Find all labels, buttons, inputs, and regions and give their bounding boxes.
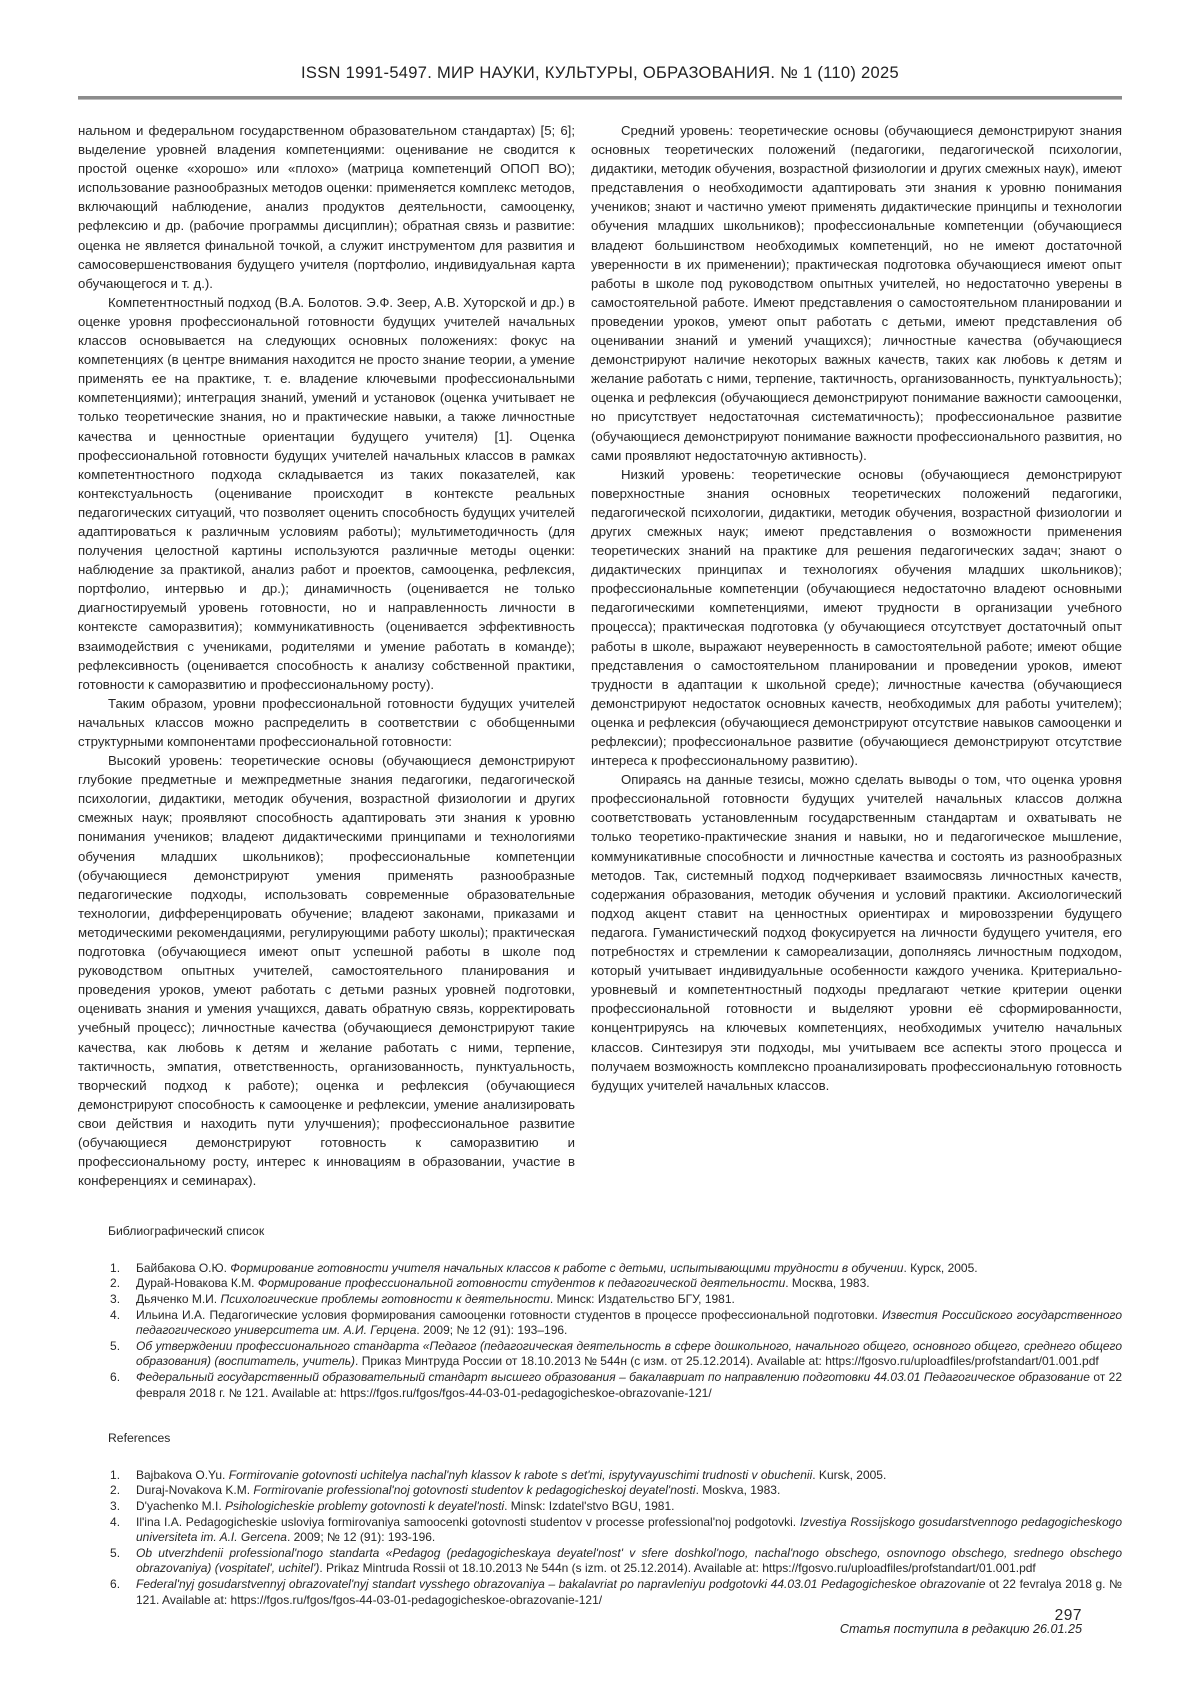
left-column — [78, 121, 575, 1190]
bibliography-item: Федеральный государственный образовательный стандарт высшего образования – бакалавриат по направлению подготовки 44.03.01 Педагогическое образование от 22 февраля 2018 г. № 121. Available at: https://fgos.ru/fgos/fgos-44-03-01-pedagogicheskoe-obrazovanie-121/ — [136, 1370, 1122, 1400]
bibliography-list — [78, 1261, 1122, 1401]
body-paragraph: Таким образом, уровни профессиональной готовности будущих учителей начальных классов можно распределить в соответствии с обобщенными структурными компонентами профессиональной готовности: — [78, 695, 575, 749]
submission-note: Статья поступила в редакцию 26.01.25 — [839, 1622, 1082, 1637]
bibliography-item: Дурай-Новакова К.М. Формирование профессиональной готовности студентов к педагогической деятельности. Москва, 1983. — [136, 1276, 870, 1291]
bibliography-item: Дьяченко М.И. Психологические проблемы готовности к деятельности. Минск: Издательство БГУ, 1981. — [136, 1292, 735, 1307]
body-paragraph: Средний уровень: теоретические основы (обучающиеся демонстрируют знания основных теоретических положений (педагогики, педагогической психологии, дидактики, методик обучения, возрастной физиологии и других смежных наук), имеют представления о необходимости адаптировать эти знания к уровню понимания учеников; знают и частично умеют применять дидактические принципы и технологии обучения младших школьников); профессиональные компетенции (обучающиеся владеют большинством необходимых компетенций, но не имеют достаточной уверенности в их применении); практическая подготовка обучающиеся имеют опыт работы в школе под руководством опытных учителей, но недостаточно уверены в самостоятельной работе. Имеют представления о самостоятельном планировании и проведении уроков, умеют опыт работать с детьми, имеют представления об оценивании знаний и умений учащихся); личностные качества (обучающиеся демонстрируют наличие некоторых важных качеств, таких как любовь к детям и желание работать с ними, терпение, тактичность, организованность, пунктуальность); оценка и рефлексия (обучающиеся демонстрируют понимание важности самооценки, но присутствует недостаточная систематичность); профессиональное развитие (обучающиеся демонстрируют понимание важности профессионального развития, но сами проявляют недостаточную активность). — [591, 123, 1122, 463]
header-rule — [78, 96, 1122, 100]
bibliography-section — [78, 1224, 1122, 1401]
references-list — [78, 1468, 1122, 1608]
body-paragraph: Высокий уровень: теоретические основы (обучающиеся демонстрируют глубокие предметные и межпредметные знания педагогики, педагогической психологии, дидактики, методик обучения, возрастной физиологии и других смежных наук; проявляют способность адаптировать эти знания к уровню понимания учеников; владеют дидактическими принципами и технологиями обучения младших школьников); профессиональные компетенции (обучающиеся демонстрируют умения применять разнообразные педагогические подходы, использовать современные образовательные технологии, дифференцировать обучение; владеют законами, приказами и методическими рекомендациями, регулирующими работу школы); практическая подготовка (обучающиеся имеют опыт успешной работы в школе под руководством опытных учителей, самостоятельного планирования и проведения уроков, умеют работать с детьми разных уровней подготовки, оценивать знания и умения учащихся, давать обратную связь, корректировать учебный процесс); личностные качества (обучающиеся демонстрируют такие качества, как любовь к детям и желание работать с ними, терпение, тактичность, эмпатия, ответственность, организованность, пунктуальность, творческий подход к работе); оценка и рефлексия (обучающиеся демонстрируют способность к самооценке и рефлексии, умение анализировать свои действия и находить пути улучшения); профессиональное развитие (обучающиеся демонстрируют готовность к саморазвитию и профессиональному росту, интерес к инновациям в образовании, участие в конференциях и семинарах). — [78, 753, 575, 1189]
body-paragraph: Опираясь на данные тезисы, можно сделать выводы о том, что оценка уровня профессиональной готовности будущих учителей начальных классов должна соответствовать установленным государственным стандартам и охватывать не только теоретико-практические знания и навыки, но и педагогическое мышление, коммуникативные способности и личностные качества и состоять из разнообразных методов. Так, системный подход подчеркивает взаимосвязь личностных качеств, содержания образования, методик обучения и условий практики. Аксиологический подход акцент ставит на ценностных ориентирах и мировоззрении будущего педагога. Гуманистический подход фокусируется на личности будущего учителя, его потребностях и стремлении к самореализации, дополняясь личностным подходом, который учитывает индивидуальные особенности каждого ученика. Критериально-уровневый и компетентностный подходы предлагают четкие критерии оценки профессиональной готовности и выделяют уровни её сформированности, концентрируясь на ключевых компетенциях, необходимых учителю начальных классов. Синтезируя эти подходы, мы учитываем все аспекты этого процесса и получаем возможность комплексно проанализировать профессиональную готовность будущих учителей начальных классов. — [591, 772, 1122, 1093]
journal-title-line: ISSN 1991-5497. МИР НАУКИ, КУЛЬТУРЫ, ОБРАЗОВАНИЯ. № 1 (110) 2025 — [301, 64, 899, 82]
bibliography-item: Байбакова О.Ю. Формирование готовности учителя начальных классов к работе с детьми, испытывающими трудности в обучении. Курск, 2005. — [136, 1260, 978, 1275]
body-paragraph: Низкий уровень: теоретические основы (обучающиеся демонстрируют поверхностные знания основных теоретических положений педагогики, педагогической психологии, дидактики, методик обучения, возрастной физиологии и других смежных наук; имеют представления о возможности применения теоретических знаний на практике для решения педагогических задач; знают о дидактических принципах и технологиях обучения младших школьников); профессиональные компетенции (обучающиеся недостаточно владеют основными педагогическими компетенциями, имеют трудности в организации учебного процесса); практическая подготовка (у обучающиеся отсутствует достаточный опыт работы в школе, выражают неуверенность в самостоятельной работе; имеют общие представления о самостоятельном планировании и проведении уроков, имеют трудности в адаптации к школьной среде); личностные качества (обучающиеся демонстрируют недостаток основных качеств, необходимых для работы учителем); оценка и рефлексия (обучающиеся демонстрируют отсутствие навыков самооценки и рефлексии); профессиональное развитие (обучающиеся демонстрируют отсутствие интереса к профессиональному развитию). — [591, 466, 1122, 769]
reference-item: Duraj-Novakova K.M. Formirovanie professional'noj gotovnosti studentov k pedagogicheskoj deyatel'nosti. Moskva, 1983. — [136, 1483, 781, 1498]
references-title: References — [108, 1431, 171, 1446]
reference-item: Ob utverzhdenii professional'nogo standarta «Pedagog (pedagogicheskaya deyatel'nost' v sfere doshkol'nogo, nachal'nogo obschego, osnovnogo obschego, srednego obschego obrazovaniya) (vospitatel', uchitel'). Prikaz Mintruda Rossii ot 18.10.2013 № 544n (s izm. ot 25.12.2014). Available at: https://fgosvo.ru/uploadfiles/profstandart/01.001.pdf — [136, 1545, 1122, 1576]
article-body — [78, 121, 1122, 1190]
body-paragraph: нальном и федеральном государственном образовательном стандартах) [5; 6]; выделение уровней владения компетенциями: оценивание не сводится к простой оценке «хорошо» или «плохо» (матрица компетенций ОПОП ВО); использование разнообразных методов оценки: применяется комплекс методов, включающий наблюдение, анализ продуктов деятельности, самооценку, рефлексию и др. (рабочие программы дисциплин); обратная связь и развитие: оценка не является финальной точкой, а служит инструментом для развития и самосовершенствования будущего учителя (портфолио, индивидуальная карта обучающегося и т. д.). — [78, 123, 575, 291]
reference-item: Bajbakova O.Yu. Formirovanie gotovnosti uchitelya nachal'nyh klassov k rabote s det'mi, ispytyvayuschimi trudnosti v obuchenii. Kursk, 2005. — [136, 1467, 887, 1482]
references-section — [78, 1431, 1122, 1608]
running-head — [78, 0, 1122, 100]
page-number: 297 — [1054, 1607, 1082, 1624]
body-paragraph: Компетентностный подход (В.А. Болотов. Э.Ф. Зеер, А.В. Хуторской и др.) в оценке уровня профессиональной готовности будущих учителей начальных классов основывается на следующих основных положениях: фокус на компетенциях (в центре внимания находится не просто знание теории, а умение применять ее на практике, т. е. владение ключевыми профессиональными компетенциями); интеграция знаний, умений и установок (оценка учитывает не только теоретические знания, но и практические навыки, а также личностные качества и ценностные ориентации будущего учителя) [1]. Оценка профессиональной готовности будущих учителей начальных классов в рамках компетентностного подхода складывается из таких показателей, как контекстуальность (оценивание происходит в контексте реальных педагогических ситуаций, что позволяет оценить способность будущих учителей адаптироваться к различным условиям работы); мультиметодичность (для получения целостной картины используются различные методы оценки: наблюдение за практикой, анализ работ и проектов, самооценка, рефлексия, портфолио, интервью и др.); динамичность (оценивается не только диагностируемый уровень готовности, но и направленность личности в контексте саморазвития); коммуникативность (оценивается эффективность взаимодействия с учениками, родителями и умение работать в команде); рефлексивность (оценивается способность к анализу собственной практики, готовности к саморазвитию и профессиональному росту). — [78, 294, 575, 692]
reference-item: Il'ina I.A. Pedagogicheskie usloviya formirovaniya samoocenki gotovnosti studentov v processe professional'noj podgotovki. Izvestiya Rossijskogo gosudarstvennogo pedagogicheskogo universiteta im. A.I. Gercena. 2009; № 12 (91): 193-196. — [136, 1514, 1122, 1545]
bibliography-item: Об утверждении профессионального стандарта «Педагог (педагогическая деятельность в сфере дошкольного, начального общего, основного общего, среднего общего образования) (воспитатель, учитель). Приказ Минтруда России от 18.10.2013 № 544н (с изм. от 25.12.2014). Available at: https://fgosvo.ru/uploadfiles/profstandart/01.001.pdf — [136, 1338, 1122, 1369]
right-column — [591, 121, 1122, 1190]
bibliography-title: Библиографический список — [108, 1224, 265, 1239]
bibliography-item: Ильина И.А. Педагогические условия формирования самооценки готовности студентов в процессе профессиональной подготовки. Известия Российского государственного педагогического университета им. А.И. Герцена. 2009; № 12 (91): 193–196. — [136, 1307, 1122, 1338]
reference-item: Federal'nyj gosudarstvennyj obrazovatel'nyj standart vysshego obrazovaniya – bakalavriat po napravleniyu podgotovki 44.03.01 Pedagogicheskoe obrazovanie ot 22 fevralya 2018 g. № 121. Available at: https://fgos.ru/fgos/fgos-44-03-01-pedagogicheskoe-obrazovanie-121/ — [136, 1576, 1123, 1607]
reference-item: D'yachenko M.I. Psihologicheskie problemy gotovnosti k deyatel'nosti. Minsk: Izdatel'stvo BGU, 1981. — [136, 1498, 675, 1513]
